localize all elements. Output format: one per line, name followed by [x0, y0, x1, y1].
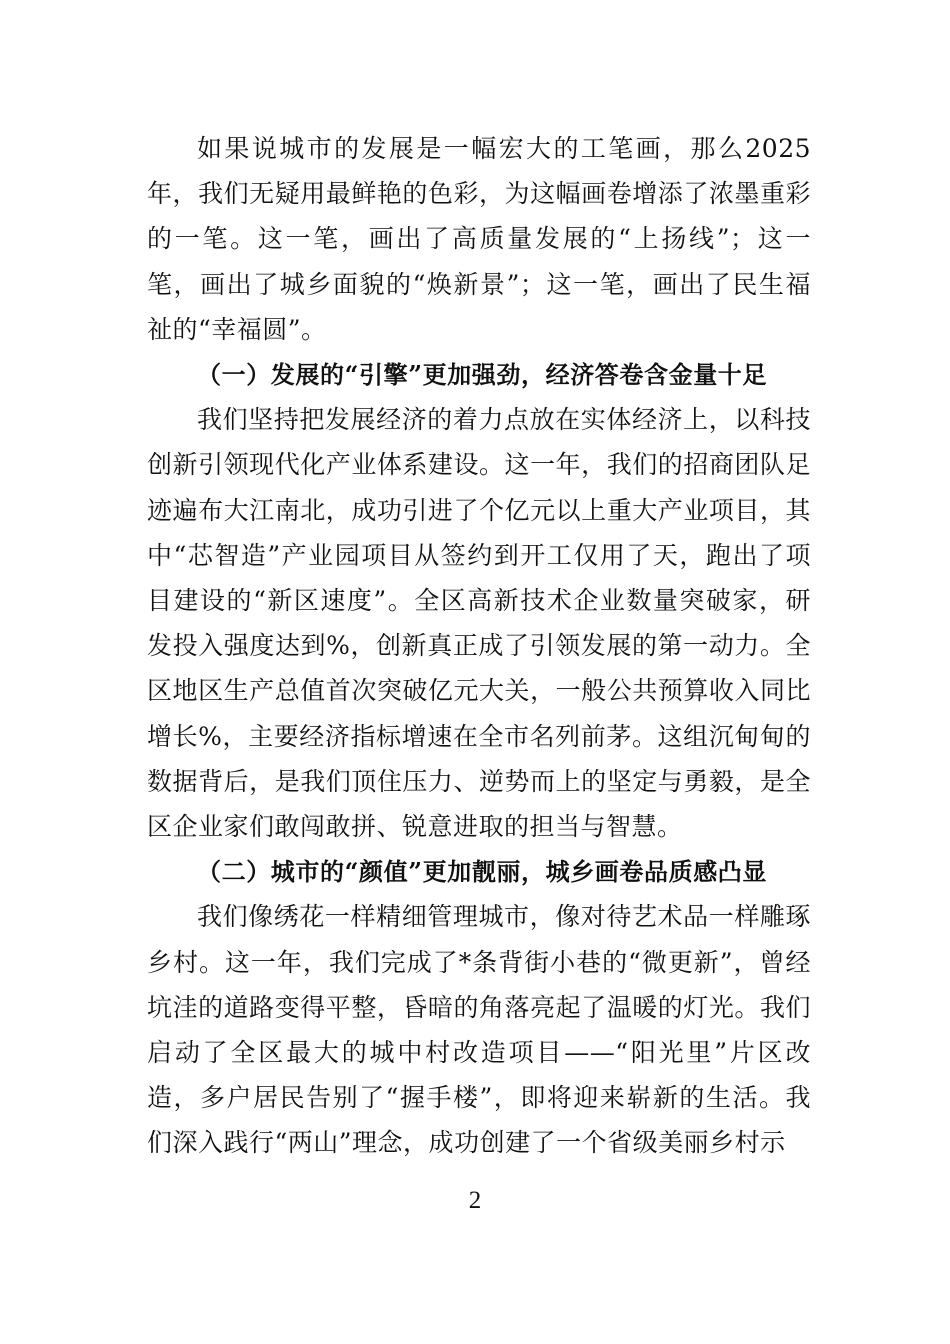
page-number: 2 — [468, 1187, 482, 1214]
section-1-heading: （一）发展的“引擎”更加强劲，经济答卷含金量十足 — [197, 360, 768, 390]
section-1-paragraph: 我们坚持把发展经济的着力点放在实体经济上，以科技创新引领现代化产业体系建设。这一年，我们的招商团队足迹遍布大江南北，成功引进了个亿元以上重大产业项目，其中“芯智造”产业园项目从签约到开工仅用了天，跑出了项目建设的“新区速度”。全区高新技术企业数量突破家，研发投入强度达到%，创新真正成了引领发展的第一动力。全区地区生产总值首次突破亿元大关，一般公共预算收入同比增长%，主要经济指标增速在全市名列前茅。这组沉甸甸的数据背后，是我们顶住压力、逆势而上的坚定与勇毅，是全区企业家们敢闯敢拼、锐意进取的担当与智慧。 — [147, 405, 811, 842]
section-2-heading: （二）城市的“颜值”更加靓丽，城乡画卷品质感凸显 — [197, 857, 768, 887]
section-2-paragraph: 我们像绣花一样精细管理城市，像对待艺术品一样雕琢乡村。这一年，我们完成了*条背街小巷的“微更新”，曾经坑洼的道路变得平整，昏暗的角落亮起了温暖的灯光。我们启动了全区最大的城中村改造项目——“阳光里”片区改造，多户居民告别了“握手楼”，即将迎来崭新的生活。我们深入践行“两山”理念，成功创建了一个省级美丽乡村示 — [147, 902, 811, 1158]
page-body — [147, 126, 811, 1166]
intro-paragraph: 如果说城市的发展是一幅宏大的工笔画，那么2025年，我们无疑用最鲜艳的色彩，为这幅画卷增添了浓墨重彩的一笔。这一笔，画出了高质量发展的“上扬线”；这一笔，画出了城乡面貌的“焕新景”；这一笔，画出了民生福祉的“幸福圆”。 — [147, 134, 811, 344]
